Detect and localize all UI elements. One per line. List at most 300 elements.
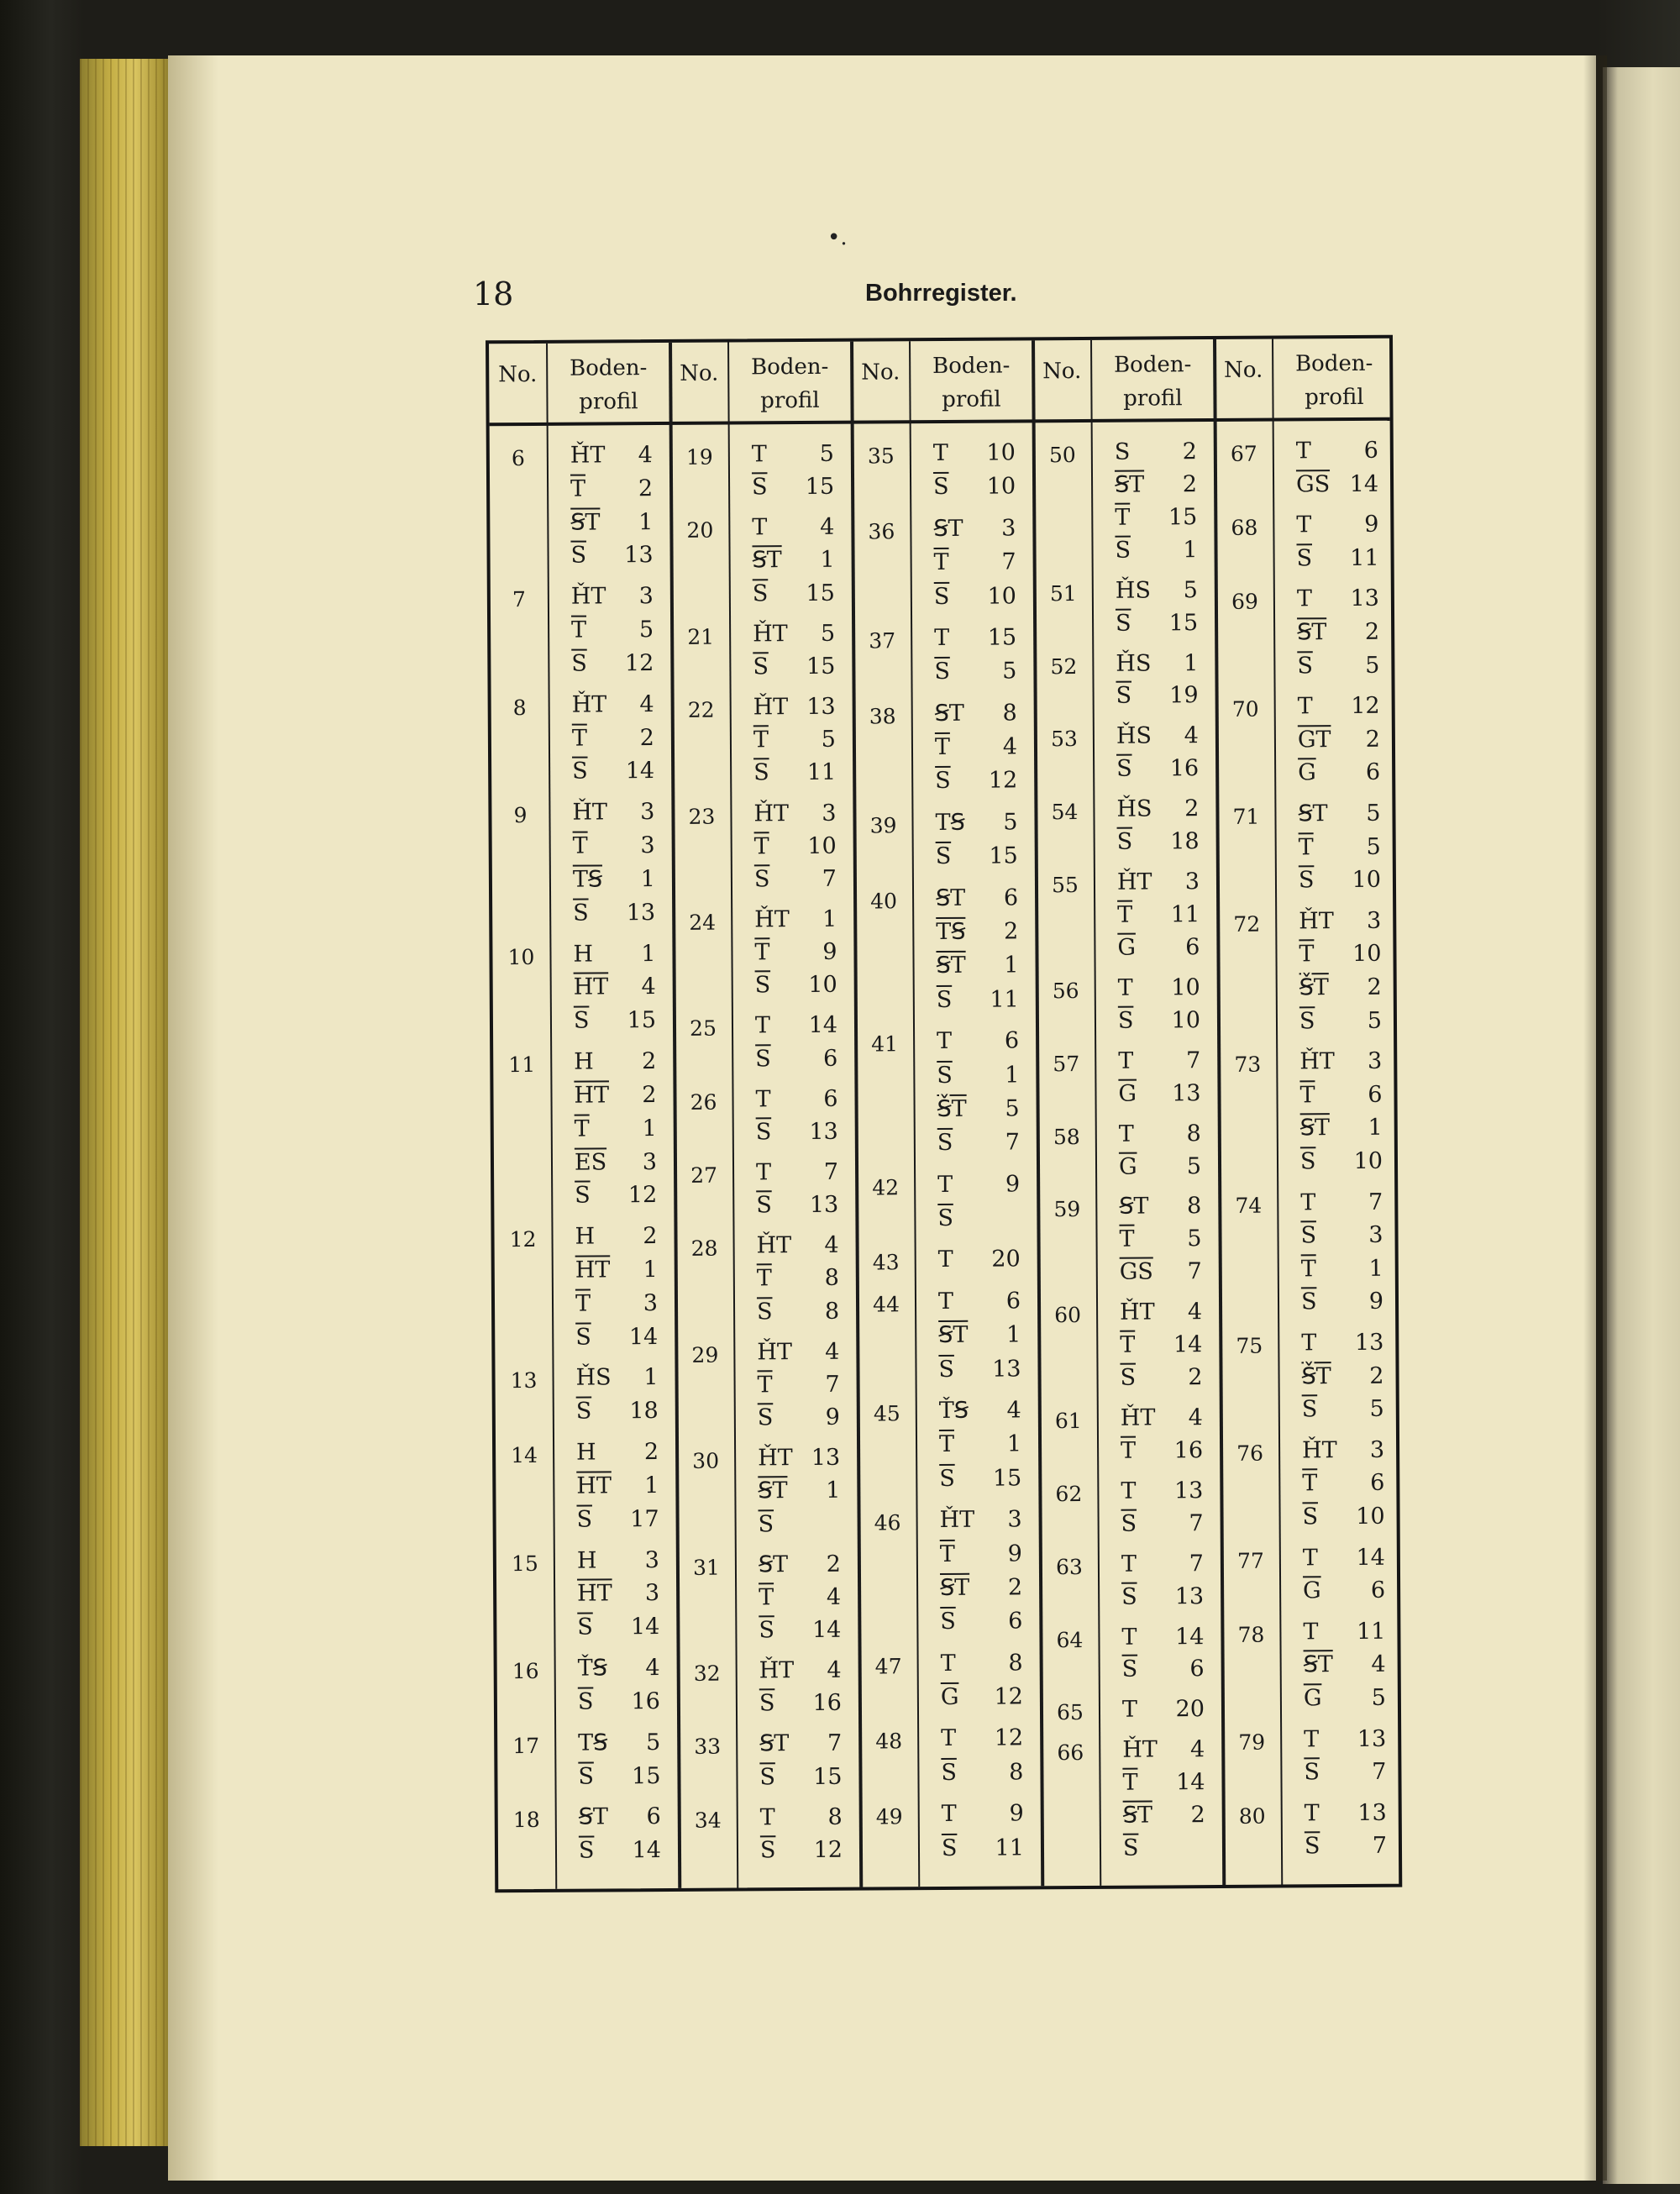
boring-number: 73 [1234, 1052, 1262, 1078]
soil-layer: ȞS 1 [575, 1364, 659, 1392]
header-bodenprofil: Boden- profil [932, 353, 1011, 412]
soil-layer: $\overline{S}$ 8 [756, 1298, 840, 1325]
soil-layer: $\overline{T}$ 14 [1120, 1331, 1203, 1358]
soil-layer: T 9 [1296, 511, 1379, 538]
soil-layer: $\overline{ꞨT}$ 4 [1303, 1651, 1386, 1678]
soil-layer: ȞT 4 [1120, 1404, 1203, 1431]
soil-layer: $\overline{G}$ 5 [1303, 1684, 1386, 1712]
boring-number: 70 [1231, 696, 1259, 722]
boring-number: 47 [874, 1653, 902, 1679]
soil-layer: ŤꞨ 4 [577, 1655, 660, 1682]
soil-layer: $\overline{T}$ 9 [754, 938, 837, 966]
boring-number: 43 [872, 1250, 900, 1275]
soil-layer: ȞT 13 [753, 693, 836, 721]
soil-layer: $\overline{S}$ 9 [757, 1404, 840, 1431]
soil-layer: T 8 [940, 1650, 1023, 1677]
boring-number: 31 [692, 1555, 720, 1580]
soil-layer: T 14 [1302, 1544, 1385, 1571]
soil-layer: $\overline{S}$ 15 [578, 1762, 661, 1790]
soil-layer: $\overline{ꞨT}$ 2 [1122, 1802, 1205, 1829]
boring-number: 45 [873, 1401, 900, 1426]
soil-layer: $\overline{S}$ 10 [1298, 866, 1382, 894]
boring-number: 67 [1230, 441, 1257, 466]
soil-layer: $\overline{ꞨT}$ 1 [758, 1478, 841, 1504]
soil-layer: $\overline{S}$ 12 [759, 1836, 843, 1864]
soil-layer: $\overline{S}$ 6 [755, 1045, 838, 1072]
soil-layer: $\overline{ꞨT}$ 1 [752, 547, 835, 574]
boring-number: 78 [1237, 1622, 1265, 1647]
soil-layer: $\overline{G}$ 5 [1118, 1152, 1202, 1180]
soil-layer: $\overline{G}$ 6 [1117, 934, 1200, 961]
soil-layer: S 2 [1114, 438, 1197, 465]
soil-layer: ȞT 13 [758, 1444, 841, 1472]
boring-number: 13 [510, 1368, 538, 1394]
soil-layer: T 8 [1118, 1120, 1201, 1147]
soil-layer: ꞨT 2 [758, 1551, 842, 1577]
boring-number: 76 [1236, 1441, 1264, 1466]
soil-layer: T 6 [937, 1027, 1020, 1055]
boring-number: 7 [512, 587, 526, 612]
soil-layer: $\overline{HT}$ 4 [573, 974, 656, 1001]
soil-layer: T 10 [932, 439, 1016, 467]
boring-number: 30 [692, 1448, 720, 1474]
soil-layer: $\overline{S}$ 12 [571, 650, 654, 677]
soil-layer: $\overline{S}$ 15 [935, 842, 1018, 870]
boring-number: 46 [874, 1510, 901, 1535]
soil-layer: $\overline{S}$ 16 [1116, 755, 1200, 783]
soil-layer: $\overline{S}$ 16 [577, 1687, 661, 1715]
soil-layer: T 7 [1300, 1189, 1383, 1215]
boring-number: 57 [1053, 1051, 1080, 1076]
soil-layer: TꞨ 5 [935, 809, 1018, 836]
soil-layer: ȞT 5 [753, 620, 836, 648]
soil-layer: $\overline{S}$ 10 [932, 473, 1016, 501]
soil-layer: $\overline{T}$ 14 [1122, 1769, 1205, 1796]
boring-number: 11 [508, 1052, 536, 1078]
soil-layer: TꞨ 5 [578, 1729, 661, 1756]
soil-layer: $\overline{S}$ 10 [754, 972, 837, 999]
header-bodenprofil: Boden- profil [750, 354, 829, 414]
soil-layer: $\overline{S}$ 7 [937, 1129, 1020, 1157]
header-no: No. [498, 361, 538, 388]
soil-layer: $\overline{S}$ 15 [1115, 609, 1199, 637]
soil-layer: T 20 [1121, 1696, 1205, 1724]
soil-layer: $\overline{S}$ 16 [759, 1689, 843, 1717]
column-group-rule [1213, 339, 1226, 1885]
soil-layer: $\overline{S}$ 7 [1304, 1758, 1387, 1786]
soil-layer: $\overline{ꞨT}$ 1 [938, 1321, 1021, 1349]
soil-layer: $\overline{S}$ 10 [933, 582, 1016, 610]
soil-layer: ꞨT 8 [1119, 1193, 1202, 1220]
soil-layer: ꞨT 7 [759, 1730, 843, 1757]
boring-number: 25 [690, 1016, 717, 1042]
soil-layer: $\overline{S}$ [758, 1510, 774, 1537]
soil-layer: $\overline{T}$ 5 [571, 617, 654, 643]
boring-number: 55 [1051, 873, 1079, 898]
soil-layer: ȞS 4 [1116, 722, 1199, 750]
soil-layer: $\overline{T}$ 1 [574, 1115, 657, 1142]
boring-number: 26 [690, 1089, 717, 1115]
soil-layer: ȞS 2 [1116, 795, 1200, 822]
soil-layer: $\overline{T}$ 5 [1119, 1226, 1202, 1253]
soil-layer: ȞT 4 [757, 1338, 840, 1366]
soil-layer: ŤꞨ 4 [938, 1397, 1021, 1425]
soil-layer: T 10 [1117, 974, 1200, 1001]
soil-layer: $\overline{T}$ 7 [933, 548, 1016, 576]
boring-number: 10 [507, 944, 535, 969]
soil-layer: $\overline{T}$ 1 [1300, 1255, 1383, 1283]
soil-layer: $\overline{S}$ 10 [1302, 1503, 1385, 1530]
soil-layer: T 8 [759, 1803, 843, 1831]
boring-number: 51 [1049, 580, 1077, 606]
boring-number: 40 [870, 888, 898, 914]
soil-layer: $\overline{G}$ 6 [1298, 759, 1381, 786]
soil-layer: T 9 [941, 1800, 1024, 1828]
soil-layer: $\overline{ES}$ 3 [574, 1148, 658, 1176]
soil-layer: T 6 [937, 1288, 1021, 1315]
soil-layer: $\overline{T}$ 11 [1117, 901, 1200, 928]
soil-layer: $\overline{S}$ 2 [1120, 1364, 1203, 1391]
soil-layer: $\overline{G}$ 13 [1118, 1079, 1201, 1107]
soil-layer: Ꞩ̌T 5 [937, 1095, 1020, 1122]
soil-layer: T 13 [1304, 1799, 1387, 1827]
boring-number: 36 [868, 519, 895, 544]
soil-layer: $\overline{HT}$ 1 [575, 1257, 658, 1283]
soil-layer: $\overline{S}$ 18 [1116, 828, 1200, 855]
soil-layer: $\overline{S}$ 15 [752, 580, 835, 606]
soil-layer: $\overline{S}$ 1 [1115, 536, 1198, 564]
soil-layer: $\overline{S}$ 15 [759, 1763, 843, 1790]
gutter-shadow [1583, 55, 1607, 2181]
soil-layer: $\overline{T}$ 4 [759, 1583, 842, 1611]
soil-layer: $\overline{G}$ 6 [1303, 1577, 1386, 1604]
column-group-rule [850, 342, 863, 1887]
soil-layer: ȞT 3 [1299, 1047, 1383, 1075]
soil-layer: $\overline{S}$ 1 [937, 1061, 1020, 1089]
boring-number: 42 [872, 1174, 900, 1200]
boring-number: 16 [512, 1658, 539, 1684]
boring-number: 56 [1052, 978, 1079, 1004]
boring-number: 74 [1235, 1193, 1263, 1218]
soil-layer: ȞT 3 [1302, 1436, 1385, 1464]
soil-layer: ȞT 4 [756, 1232, 839, 1259]
soil-layer: T 14 [1121, 1623, 1205, 1651]
soil-layer: H 1 [573, 940, 656, 968]
soil-layer: $\overline{T}$ 2 [570, 475, 654, 502]
soil-layer: Ꞩ̌T 2 [1299, 974, 1382, 1001]
soil-layer: $\overline{GT}$ 2 [1297, 726, 1381, 753]
soil-layer: $\overline{S}$ [1122, 1834, 1139, 1861]
soil-layer: T 15 [934, 624, 1017, 651]
column-rule [1090, 340, 1101, 1886]
boring-number: 75 [1236, 1333, 1263, 1358]
soil-layer: ȞS 1 [1116, 649, 1199, 677]
soil-layer: $\overline{S}$ 14 [575, 1323, 659, 1351]
boring-number: 79 [1238, 1729, 1266, 1755]
soil-layer: $\overline{HT}$ 2 [574, 1081, 657, 1109]
soil-layer: $\overline{S}$ [937, 1205, 953, 1232]
soil-layer: $\overline{T}$ 9 [939, 1540, 1022, 1567]
soil-layer: T 9 [937, 1171, 1021, 1198]
soil-layer: $\overline{G}$ 12 [940, 1683, 1023, 1711]
soil-layer: $\overline{S}$ 19 [1116, 682, 1199, 710]
boring-number: 6 [511, 446, 525, 471]
soil-layer: $\overline{GS}$ 7 [1119, 1258, 1202, 1285]
boring-number: 41 [871, 1031, 899, 1057]
header-rule [490, 417, 1390, 427]
soil-layer: $\overline{ꞨT}$ 2 [1114, 471, 1198, 498]
soil-layer: ꞨT 5 [1298, 800, 1381, 827]
soil-layer: H 2 [574, 1048, 657, 1075]
soil-layer: $\overline{ꞨT}$ 2 [1297, 618, 1380, 646]
soil-layer: $\overline{S}$ 5 [1301, 1395, 1384, 1423]
soil-layer: T 12 [941, 1724, 1024, 1752]
soil-layer: $\overline{S}$ 15 [753, 653, 836, 680]
boring-number: 19 [685, 444, 713, 470]
soil-layer: $\overline{HT}$ 1 [576, 1472, 659, 1499]
header-bodenprofil: Boden- profil [569, 355, 648, 415]
soil-layer: $\overline{S}$ 14 [577, 1614, 660, 1640]
boring-number: 59 [1053, 1197, 1081, 1222]
soil-layer: $\overline{ꞨT}$ 1 [936, 952, 1019, 979]
soil-layer: ȞT 3 [939, 1506, 1022, 1534]
header-no: No. [861, 360, 900, 386]
header-no: No. [680, 360, 719, 386]
boring-number: 80 [1238, 1803, 1266, 1829]
soil-layer: $\overline{T}$ 2 [571, 724, 654, 752]
soil-layer: $\overline{S}$ 12 [575, 1182, 658, 1209]
soil-layer: ȞT 3 [570, 583, 654, 610]
soil-layer: $\overline{ꞨT}$ 1 [570, 508, 654, 536]
soil-layer: $\overline{S}$ 11 [1296, 544, 1379, 572]
soil-layer: T 7 [755, 1158, 839, 1186]
soil-layer: $\overline{S}$ 13 [570, 542, 654, 569]
soil-layer: ꞨT 3 [933, 515, 1016, 542]
soil-layer: $\overline{S}$ 12 [935, 767, 1018, 795]
soil-layer: ȞT 4 [759, 1656, 842, 1684]
soil-layer: T 4 [752, 514, 835, 541]
boring-number: 66 [1057, 1740, 1084, 1766]
soil-layer: T 14 [754, 1012, 838, 1039]
boring-number: 50 [1048, 443, 1076, 468]
boring-number: 58 [1053, 1124, 1080, 1149]
boring-number: 71 [1232, 804, 1260, 829]
boring-number: 39 [869, 813, 897, 838]
boring-number: 48 [875, 1729, 903, 1754]
soil-layer: $\overline{S}$ 5 [934, 658, 1017, 685]
boring-number: 72 [1233, 911, 1261, 937]
soil-layer: $\overline{S}$ 11 [941, 1834, 1025, 1861]
boring-number: 77 [1236, 1548, 1264, 1573]
column-group-rule [1032, 340, 1044, 1886]
soil-layer: T 5 [751, 440, 834, 468]
soil-layer: ꞨT 6 [935, 884, 1019, 911]
page-number: 18 [473, 276, 514, 312]
soil-layer: ȞT 3 [1116, 869, 1200, 895]
soil-layer: $\overline{T}$ 10 [1299, 941, 1382, 968]
soil-layer: $\overline{S}$ 5 [1297, 652, 1380, 679]
soil-layer: $\overline{T}$ 5 [1298, 833, 1381, 860]
soil-layer: ȞT 4 [571, 690, 654, 718]
soil-layer: ȞT 3 [753, 800, 837, 827]
column-rule [727, 343, 738, 1888]
boring-number: 18 [512, 1808, 540, 1833]
boring-number: 20 [686, 517, 714, 543]
soil-layer: $\overline{S}$ 13 [756, 1191, 839, 1219]
soil-layer: T 13 [1121, 1477, 1204, 1504]
boring-number: 37 [869, 628, 896, 653]
boring-number: 60 [1054, 1303, 1082, 1328]
soil-layer: T 6 [1295, 437, 1378, 465]
soil-layer: $\overline{T}$ 6 [1299, 1081, 1383, 1109]
boring-number: 9 [513, 803, 528, 828]
boring-number: 44 [873, 1292, 900, 1317]
header-no: No. [1042, 358, 1082, 385]
soil-layer: $\overline{S}$ 5 [1299, 1007, 1383, 1034]
boring-number: 69 [1231, 590, 1258, 615]
soil-layer: $\overline{S}$ 18 [575, 1398, 659, 1425]
running-head: Bohrregister. [865, 280, 1017, 307]
soil-layer: ȞT 1 [754, 905, 837, 933]
boring-number: 65 [1057, 1700, 1084, 1725]
boring-number: 8 [512, 695, 527, 720]
soil-layer: $\overline{HT}$ 3 [577, 1580, 660, 1608]
soil-layer: $\overline{T}$ 16 [1121, 1436, 1204, 1464]
soil-layer: ȞT 3 [1299, 907, 1382, 935]
soil-layer: ȞS 5 [1115, 576, 1198, 604]
soil-layer: T 12 [1297, 692, 1380, 720]
soil-layer: ȞT 4 [1119, 1299, 1203, 1325]
soil-layer: $\overline{S}$ 17 [576, 1505, 659, 1533]
boring-number: 38 [869, 704, 896, 729]
soil-layer: Ꞩ̌T 2 [1301, 1362, 1384, 1389]
soil-layer: $\overline{S}$ 7 [753, 865, 837, 893]
soil-layer: H 3 [576, 1546, 659, 1574]
soil-layer: $\overline{T}$ 3 [575, 1289, 659, 1317]
soil-layer: H 2 [575, 1223, 658, 1250]
soil-layer: $\overline{S}$ 11 [936, 986, 1019, 1013]
boring-number: 14 [511, 1443, 538, 1468]
boring-number: 23 [688, 804, 716, 829]
soil-layer: $\overline{S}$ 10 [1299, 1147, 1383, 1175]
boring-number: 34 [694, 1808, 722, 1833]
soil-layer: ꞨT 6 [578, 1803, 661, 1830]
soil-layer: $\overline{S}$ 15 [751, 473, 835, 501]
printer-mark: •. [827, 225, 848, 250]
soil-layer: $\overline{S}$ 15 [939, 1465, 1022, 1492]
boring-number: 63 [1055, 1554, 1083, 1579]
column-group-rule [669, 343, 681, 1888]
boring-number: 17 [512, 1733, 540, 1758]
boring-number: 32 [693, 1661, 721, 1686]
header-no: No. [1224, 357, 1263, 383]
soil-layer: $\overline{TꞨ}$ 2 [936, 918, 1019, 946]
bohrregister-table [486, 335, 1402, 1893]
soil-layer: T 13 [1301, 1329, 1384, 1357]
boring-number: 27 [690, 1163, 718, 1188]
boring-number: 22 [687, 697, 715, 722]
soil-layer: $\overline{T}$ 3 [572, 832, 655, 859]
boring-number: 64 [1056, 1627, 1084, 1652]
facing-page-edge [1603, 67, 1680, 2184]
header-bodenprofil: Boden- profil [1113, 352, 1192, 412]
boring-number: 21 [687, 624, 715, 649]
soil-layer: $\overline{T}$ 4 [934, 733, 1018, 761]
soil-layer: T 7 [1118, 1047, 1201, 1074]
soil-layer: $\overline{S}$ 14 [759, 1616, 842, 1644]
soil-layer: T 13 [1304, 1725, 1387, 1752]
soil-layer: $\overline{S}$ 13 [1121, 1583, 1205, 1610]
soil-layer: $\overline{GS}$ 14 [1295, 470, 1379, 498]
boring-number: 12 [509, 1227, 537, 1252]
soil-layer: $\overline{S}$ 7 [1121, 1509, 1204, 1537]
soil-layer: $\overline{T}$ 15 [1115, 503, 1198, 531]
soil-layer: $\overline{T}$ 8 [756, 1265, 839, 1292]
soil-layer: ꞨT 8 [934, 700, 1017, 727]
boring-number: 61 [1054, 1408, 1082, 1434]
page-shadow [168, 55, 218, 2181]
soil-layer: $\overline{S}$ 9 [1300, 1289, 1384, 1315]
column-rule [1272, 339, 1283, 1885]
boring-number: 62 [1055, 1481, 1083, 1506]
soil-layer: $\overline{S}$ 6 [1121, 1656, 1205, 1683]
boring-number: 35 [867, 444, 895, 469]
soil-layer: $\overline{TꞨ}$ 1 [572, 865, 656, 893]
soil-layer: T 13 [1296, 585, 1380, 612]
soil-layer: $\overline{S}$ 13 [755, 1118, 838, 1146]
soil-layer: $\overline{T}$ 7 [757, 1371, 840, 1399]
soil-layer: $\overline{T}$ 6 [1302, 1470, 1385, 1497]
soil-layer: T 6 [755, 1085, 838, 1113]
boring-number: 24 [689, 910, 717, 935]
boring-number: 53 [1050, 727, 1078, 752]
soil-layer: ȞT 4 [1122, 1736, 1205, 1763]
soil-layer: $\overline{S}$ 7 [1304, 1833, 1388, 1860]
page-edges-texture [80, 59, 181, 2146]
soil-layer: $\overline{ꞨT}$ 2 [939, 1574, 1023, 1601]
soil-layer: $\overline{S}$ 14 [578, 1837, 662, 1864]
boring-number: 68 [1231, 515, 1258, 541]
boring-number: 29 [691, 1342, 719, 1367]
soil-layer: T 11 [1303, 1618, 1386, 1646]
soil-layer: $\overline{S}$ 11 [753, 759, 837, 786]
boring-number: 54 [1051, 800, 1079, 825]
soil-layer: H 2 [576, 1439, 659, 1466]
soil-layer: T 7 [1121, 1550, 1205, 1577]
soil-layer: $\overline{S}$ 13 [938, 1356, 1021, 1383]
soil-layer: $\overline{T}$ 5 [753, 726, 837, 753]
soil-layer: $\overline{S}$ 15 [573, 1007, 657, 1034]
soil-layer: $\overline{S}$ 3 [1300, 1221, 1383, 1249]
soil-layer: $\overline{T}$ 1 [938, 1430, 1022, 1458]
soil-layer: ȞT 3 [572, 799, 655, 826]
soil-layer: $\overline{S}$ 8 [941, 1759, 1024, 1786]
boring-number: 49 [875, 1804, 903, 1829]
header-bodenprofil: Boden- profil [1294, 350, 1373, 411]
soil-layer: ȞT 4 [570, 442, 653, 469]
soil-layer: $\overline{S}$ 6 [940, 1608, 1023, 1635]
boring-number: 15 [511, 1551, 538, 1576]
boring-number: 33 [694, 1735, 722, 1760]
column-rule [546, 344, 557, 1889]
boring-number: 28 [690, 1236, 718, 1262]
soil-layer: $\overline{S}$ 10 [1117, 1006, 1201, 1034]
soil-layer: T 20 [937, 1246, 1021, 1273]
soil-layer: $\overline{S}$ 13 [573, 899, 656, 926]
soil-layer: $\overline{ꞨT}$ 1 [1299, 1115, 1383, 1142]
soil-layer: $\overline{T}$ 10 [753, 832, 837, 859]
boring-number: 52 [1050, 653, 1078, 679]
